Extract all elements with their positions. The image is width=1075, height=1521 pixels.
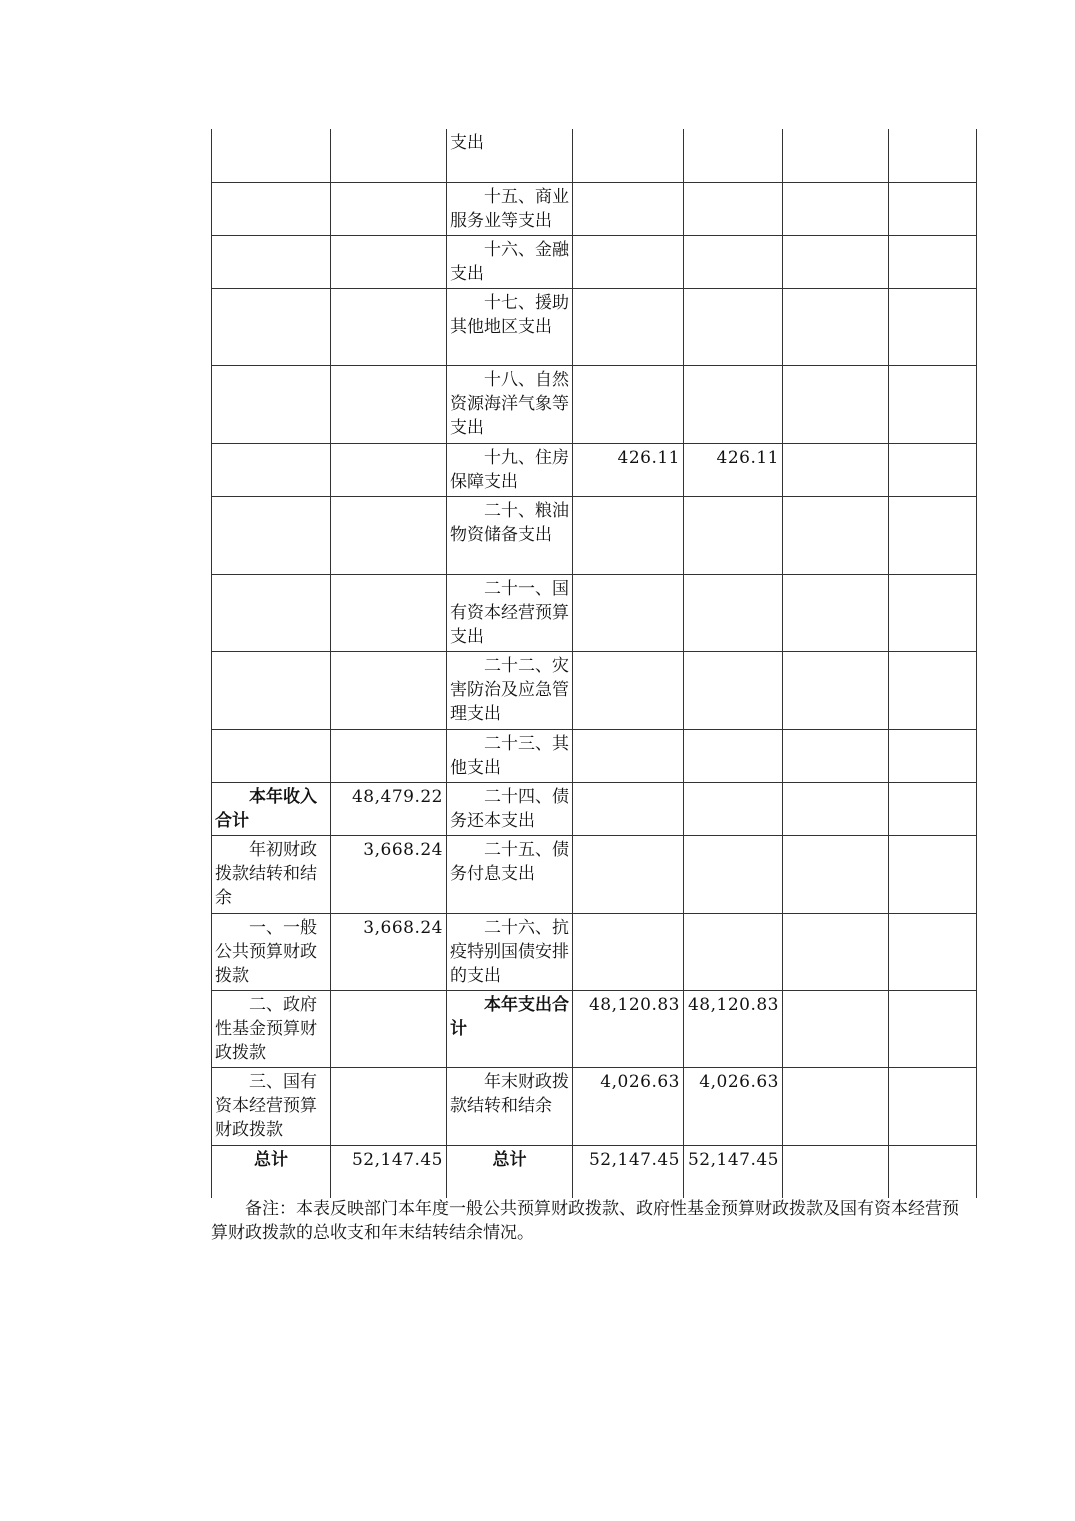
table-cell: [331, 990, 447, 1067]
table-cell: [331, 496, 447, 574]
table-row: [212, 782, 977, 835]
table-cell: [331, 574, 447, 651]
table-cell: [783, 835, 889, 913]
table-cell: [889, 574, 977, 651]
table-cell: [889, 129, 977, 182]
amount-cell: 4,026.63: [684, 1067, 783, 1145]
table-row: [212, 913, 977, 990]
table-cell: [783, 182, 889, 235]
amount-cell: 426.11: [684, 443, 783, 496]
income-item-cell: 二、政府性基金预算财政拨款: [212, 990, 331, 1067]
table-cell: [783, 651, 889, 729]
expense-item-cell: 二十四、债务还本支出: [447, 782, 573, 835]
table-cell: [684, 913, 783, 990]
table-cell: [684, 288, 783, 365]
table-row: [212, 443, 977, 496]
table-cell: [889, 496, 977, 574]
table-cell: [212, 288, 331, 365]
income-item-cell: 年初财政拨款结转和结余: [212, 835, 331, 913]
amount-cell: 48,479.22: [331, 782, 447, 835]
amount-cell: 4,026.63: [573, 1067, 684, 1145]
amount-cell: 3,668.24: [331, 913, 447, 990]
expense-item-cell: 十六、金融支出: [447, 235, 573, 288]
table-cell: [783, 443, 889, 496]
table-cell: [783, 365, 889, 443]
table-cell: [889, 651, 977, 729]
table-cell: [573, 835, 684, 913]
table-cell: [783, 1145, 889, 1198]
table-row: [212, 129, 977, 182]
table-cell: [212, 651, 331, 729]
table-cell: [331, 729, 447, 782]
table-cell: [212, 235, 331, 288]
table-row: [212, 574, 977, 651]
table-row: [212, 835, 977, 913]
table-cell: [331, 182, 447, 235]
table-cell: [684, 574, 783, 651]
expense-item-cell: 十八、自然资源海洋气象等支出: [447, 365, 573, 443]
table-cell: [331, 1067, 447, 1145]
table-cell: [684, 835, 783, 913]
budget-table: [211, 129, 977, 1198]
table-cell: [212, 443, 331, 496]
table-cell: [889, 443, 977, 496]
expense-total-label: 本年支出合计: [447, 990, 573, 1067]
table-cell: [684, 782, 783, 835]
expense-item-cell: 支出: [447, 129, 573, 182]
table-row: [212, 182, 977, 235]
table-note: 备注：本表反映部门本年度一般公共预算财政拨款、政府性基金预算财政拨款及国有资本经营预算财政拨款的总收支和年末结转结余情况。: [211, 1199, 959, 1243]
income-item-cell: 本年收入合计: [212, 782, 331, 835]
amount-cell: 48,120.83: [684, 990, 783, 1067]
table-cell: [889, 913, 977, 990]
table-cell: [573, 651, 684, 729]
expense-item-cell: 十七、援助其他地区支出: [447, 288, 573, 365]
table-cell: [331, 235, 447, 288]
table-cell: [331, 365, 447, 443]
table-cell: [783, 782, 889, 835]
table-cell: [783, 496, 889, 574]
table-cell: [783, 288, 889, 365]
table-cell: [783, 574, 889, 651]
table-cell: [783, 1067, 889, 1145]
table-cell: [573, 365, 684, 443]
income-item-cell: 一、一般公共预算财政拨款: [212, 913, 331, 990]
table-cell: [573, 574, 684, 651]
expense-item-cell: 年末财政拨款结转和结余: [447, 1067, 573, 1145]
amount-cell: 52,147.45: [331, 1145, 447, 1198]
table-cell: [889, 182, 977, 235]
expense-item-cell: 二十六、抗疫特别国债安排的支出: [447, 913, 573, 990]
amount-cell: 52,147.45: [573, 1145, 684, 1198]
table-row: [212, 496, 977, 574]
table-cell: [889, 990, 977, 1067]
table-cell: [331, 651, 447, 729]
table-body: [212, 129, 977, 1198]
table-cell: [684, 651, 783, 729]
table-cell: [783, 129, 889, 182]
expense-item-cell: 二十五、债务付息支出: [447, 835, 573, 913]
table-cell: [212, 365, 331, 443]
table-cell: [684, 235, 783, 288]
expense-item-cell: 二十、粮油物资储备支出: [447, 496, 573, 574]
table-cell: [889, 782, 977, 835]
grand-total-label: 总计: [447, 1145, 573, 1198]
table-cell: [573, 496, 684, 574]
expense-item-cell: 十九、住房保障支出: [447, 443, 573, 496]
table-cell: [573, 235, 684, 288]
table-cell: [684, 729, 783, 782]
table-row: [212, 365, 977, 443]
table-cell: [573, 288, 684, 365]
table-cell: [573, 782, 684, 835]
table-cell: [684, 182, 783, 235]
grand-total-label: 总计: [212, 1145, 331, 1198]
table-row: [212, 235, 977, 288]
table-cell: [331, 443, 447, 496]
table-row: [212, 1145, 977, 1198]
table-cell: [783, 729, 889, 782]
table-cell: [212, 182, 331, 235]
expense-item-cell: 二十三、其他支出: [447, 729, 573, 782]
table-row: [212, 1067, 977, 1145]
table-cell: [783, 235, 889, 288]
table-cell: [684, 129, 783, 182]
table-cell: [573, 729, 684, 782]
table-cell: [684, 496, 783, 574]
table-cell: [212, 496, 331, 574]
table-cell: [889, 365, 977, 443]
table-cell: [212, 129, 331, 182]
amount-cell: 3,668.24: [331, 835, 447, 913]
table-cell: [889, 288, 977, 365]
table-row: [212, 990, 977, 1067]
table-cell: [331, 129, 447, 182]
table-row: [212, 729, 977, 782]
table-cell: [331, 288, 447, 365]
amount-cell: 426.11: [573, 443, 684, 496]
budget-table-container: [211, 129, 977, 1198]
expense-item-cell: 二十二、灾害防治及应急管理支出: [447, 651, 573, 729]
table-cell: [573, 129, 684, 182]
table-cell: [889, 1145, 977, 1198]
table-cell: [783, 990, 889, 1067]
table-cell: [889, 235, 977, 288]
amount-cell: 52,147.45: [684, 1145, 783, 1198]
table-cell: [212, 729, 331, 782]
table-cell: [212, 574, 331, 651]
table-cell: [573, 913, 684, 990]
expense-item-cell: 二十一、国有资本经营预算支出: [447, 574, 573, 651]
table-row: [212, 288, 977, 365]
table-cell: [889, 1067, 977, 1145]
table-cell: [889, 835, 977, 913]
table-cell: [889, 729, 977, 782]
expense-item-cell: 十五、商业服务业等支出: [447, 182, 573, 235]
table-cell: [684, 365, 783, 443]
table-row: [212, 651, 977, 729]
table-cell: [783, 913, 889, 990]
amount-cell: 48,120.83: [573, 990, 684, 1067]
table-cell: [573, 182, 684, 235]
income-item-cell: 三、国有资本经营预算财政拨款: [212, 1067, 331, 1145]
